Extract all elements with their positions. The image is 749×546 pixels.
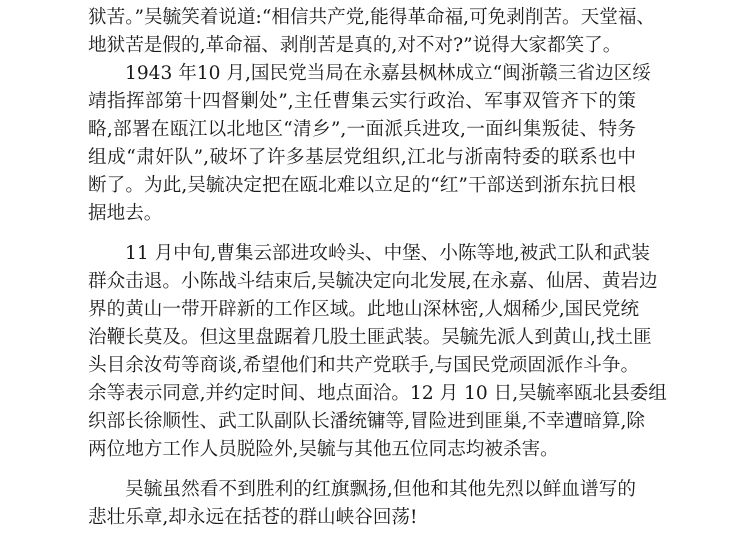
text-line: 悲壮乐章,却永远在括苍的群山峡谷回荡! xyxy=(88,507,418,528)
text-line: 群众击退。小陈战斗结束后,吴毓决定向北发展,在永嘉、仙居、黄岩边 xyxy=(88,271,658,292)
text-line: 略,部署在瓯江以北地区“清乡”,一面派兵进攻,一面纠集叛徒、特务 xyxy=(88,119,636,140)
text-line: 界的黄山一带开辟新的工作区域。此地山深林密,人烟稀少,国民党统 xyxy=(88,299,640,320)
text-line: 靖指挥部第十四督剿处”,主任曹集云实行政治、军事双管齐下的策 xyxy=(88,91,636,112)
text-line: 两位地方工作人员脱险外,吴毓与其他五位同志均被杀害。 xyxy=(88,439,559,460)
text-line: 地狱苦是假的,革命福、剥削苦是真的,对不对?”说得大家都笑了。 xyxy=(88,35,622,56)
text-line: 头目余汝苟等商谈,希望他们和共产党联手,与国民党顽固派作斗争。 xyxy=(88,355,640,376)
paragraph-start-line: 吴毓虽然看不到胜利的红旗飘扬,但他和其他先烈以鲜血谱写的 xyxy=(125,479,636,500)
text-line: 狱苦。”吴毓笑着说道:“相信共产党,能得革命福,可免剥削苦。天堂福、 xyxy=(88,7,656,28)
text-line: 组成“肃奸队”,破坏了许多基层党组织,江北与浙南特委的联系也中 xyxy=(88,147,636,168)
document-page xyxy=(88,0,667,546)
text-line: 治鞭长莫及。但这里盘踞着几股土匪武装。吴毓先派人到黄山,找土匪 xyxy=(88,327,652,348)
paragraph-start-line: 1943 年10 月,国民党当局在永嘉县枫林成立“闽浙赣三省边区绥 xyxy=(125,63,651,84)
paragraph-start-line: 11 月中旬,曹集云部进攻岭头、中堡、小陈等地,被武工队和武装 xyxy=(125,243,650,264)
text-line: 据地去。 xyxy=(88,203,163,224)
text-line: 织部长徐顺性、武工队副队长潘统镛等,冒险进到匪巢,不幸遭暗算,除 xyxy=(88,411,645,432)
text-line: 余等表示同意,并约定时间、地点面洽。12 月 10 日,吴毓率瓯北县委组 xyxy=(88,383,667,404)
text-line: 断了。为此,吴毓决定把在瓯北难以立足的“红”干部送到浙东抗日根 xyxy=(88,175,636,196)
